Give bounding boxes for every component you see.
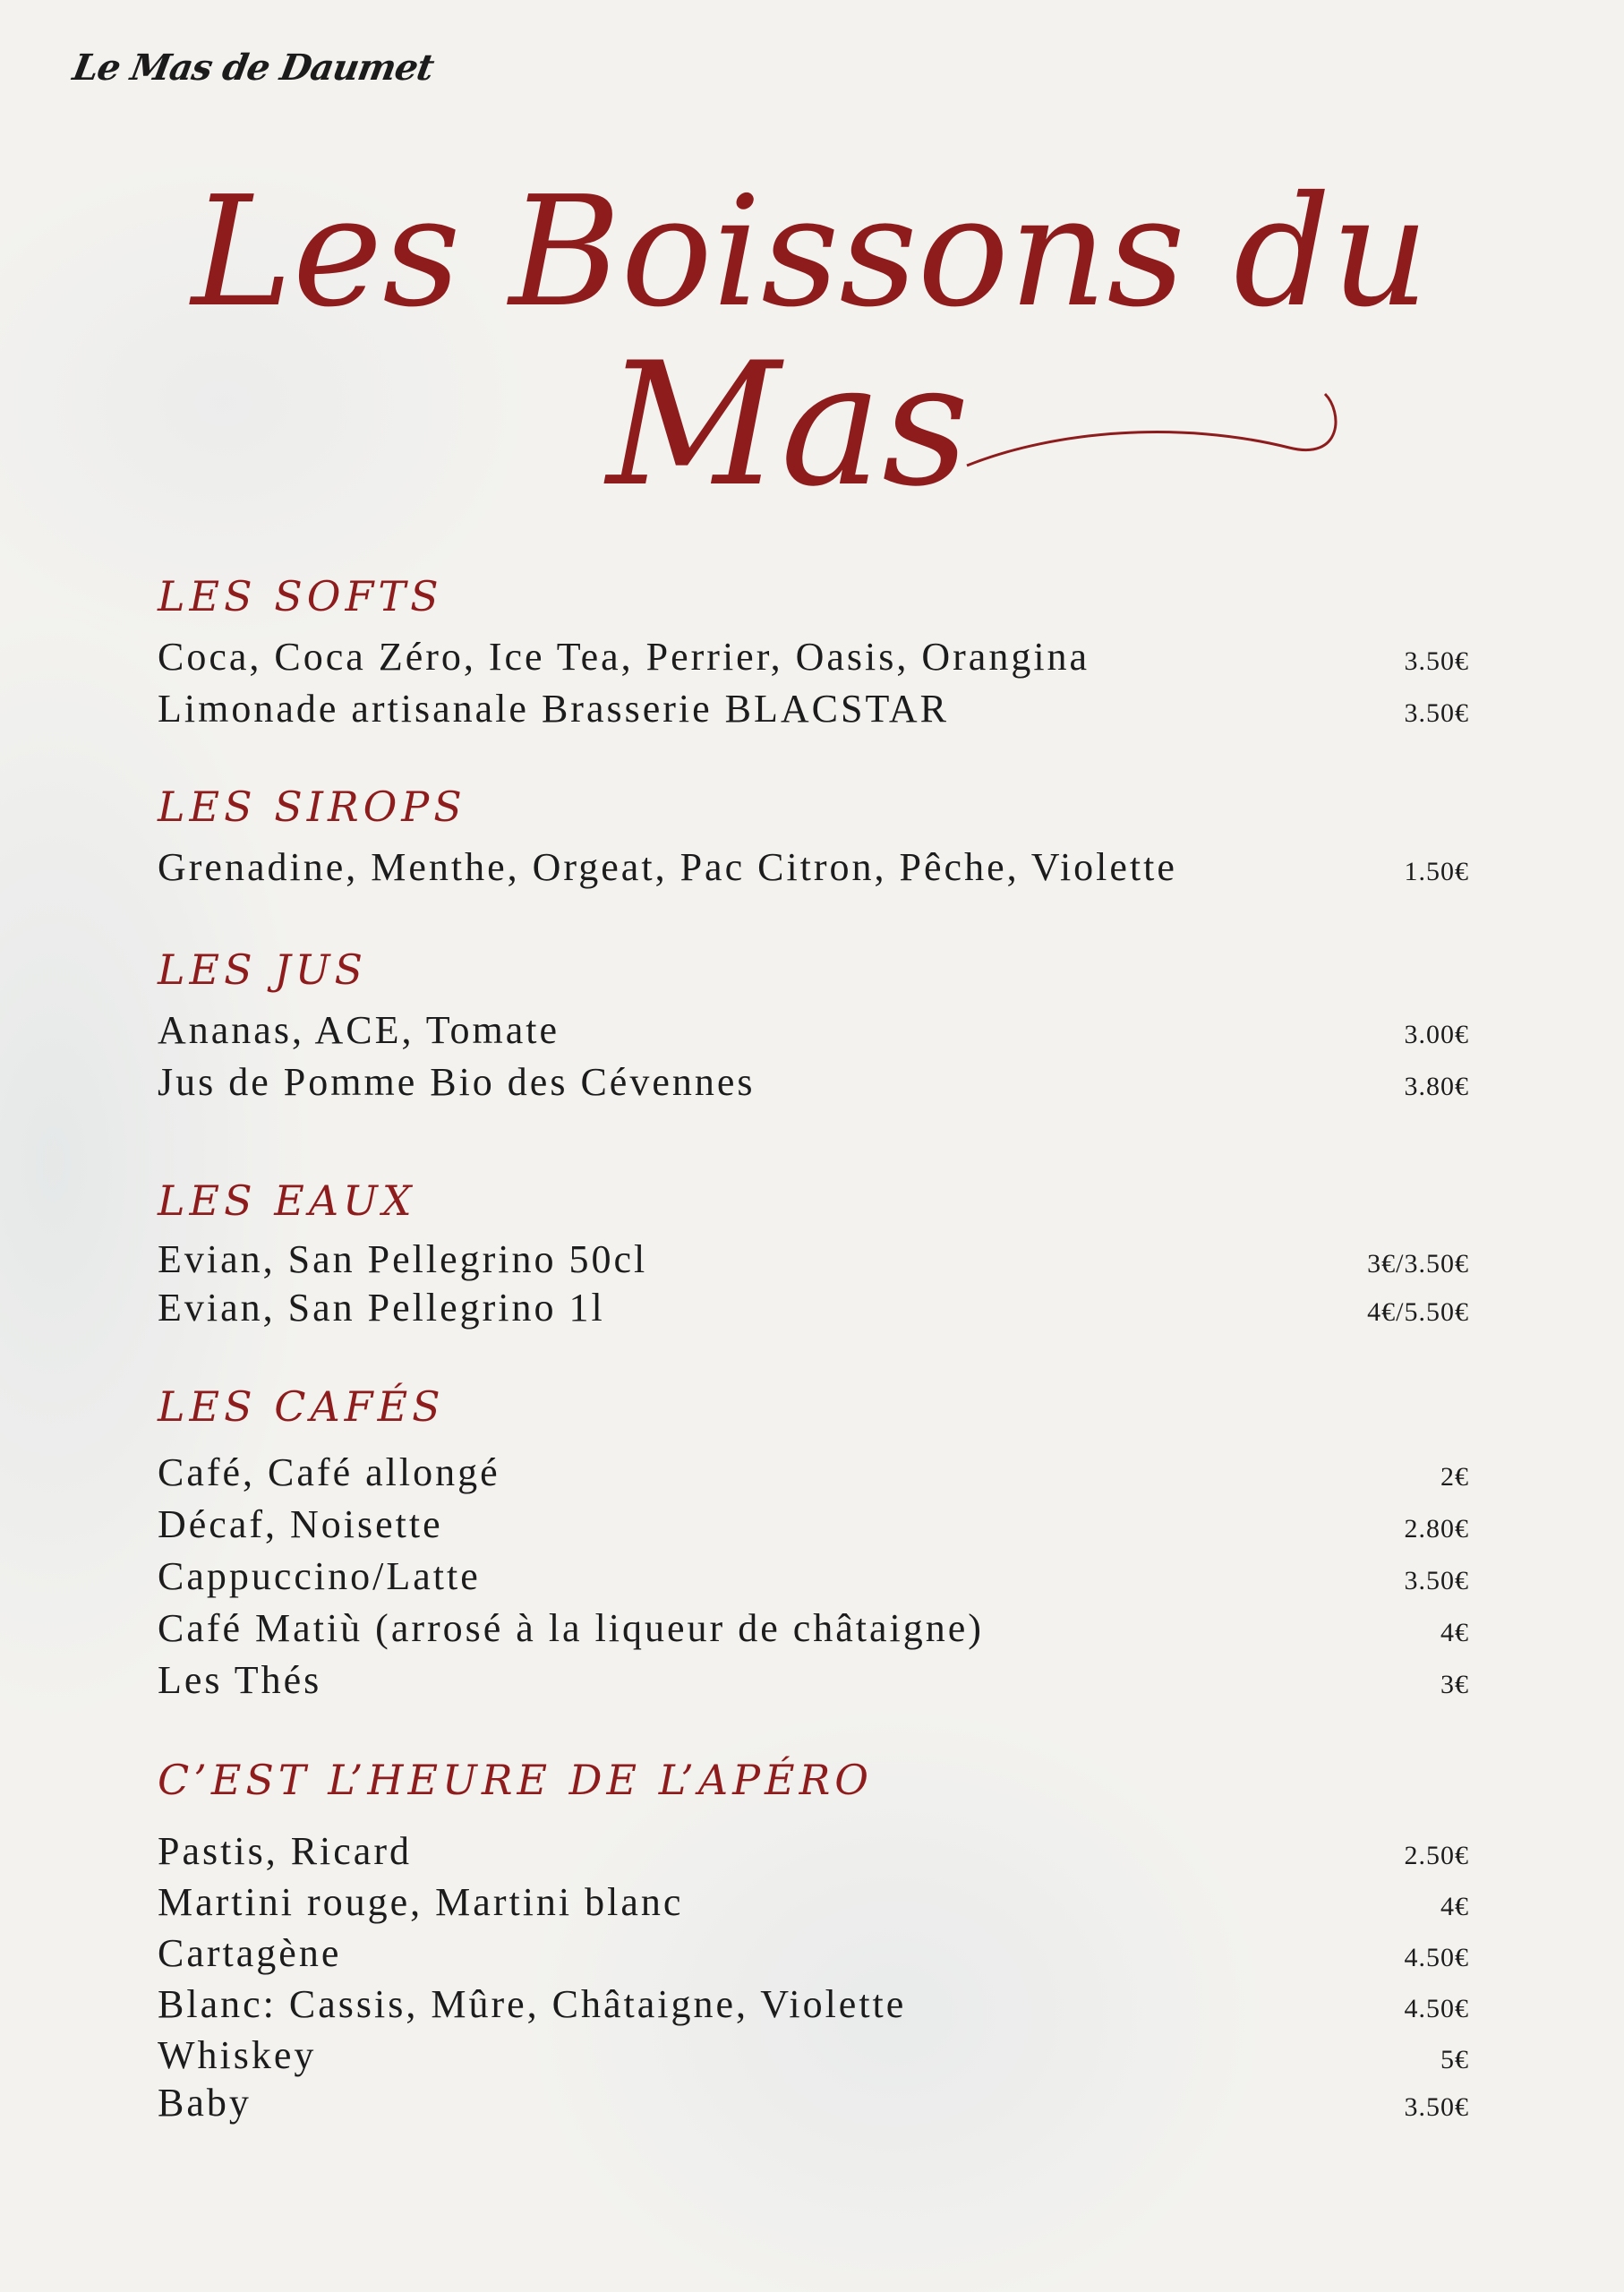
item-price: 4.50€	[1404, 1994, 1469, 2023]
menu-title-line2: Mas	[606, 326, 970, 524]
section-title: LES SOFTS	[158, 572, 443, 620]
menu-row	[158, 631, 1469, 683]
section-title: LES CAFÉS	[158, 1382, 445, 1431]
menu-row	[158, 1826, 1469, 1877]
menu-row	[158, 1928, 1469, 1979]
item-name: Evian, San Pellegrino 1l	[158, 1286, 605, 1330]
section-apero	[158, 1752, 1469, 2125]
item-price: 4.50€	[1404, 1943, 1469, 1972]
item-price: 1.50€	[1404, 857, 1469, 886]
item-price: 4€	[1440, 1618, 1469, 1647]
menu-row	[158, 1877, 1469, 1928]
item-price: 3.50€	[1404, 646, 1469, 676]
item-price: 5€	[1440, 2045, 1469, 2074]
menu-row	[158, 1284, 1469, 1332]
section-eaux	[158, 1173, 1469, 1332]
menu-row	[158, 1655, 1469, 1706]
item-price: 2.50€	[1404, 1841, 1469, 1870]
item-name: Whiskey	[158, 2033, 317, 2077]
item-name: Cappuccino/Latte	[158, 1554, 481, 1598]
section-title: LES JUS	[158, 945, 367, 994]
section-title: C’EST L’HEURE DE L’APÉRO	[158, 1756, 873, 1804]
menu-row	[158, 1236, 1469, 1284]
item-name: Baby	[158, 2081, 252, 2125]
menu-row	[158, 1551, 1469, 1603]
menu-row	[158, 842, 1469, 894]
section-title: LES EAUX	[158, 1176, 416, 1225]
item-price: 4€	[1440, 1892, 1469, 1921]
section-cafes	[158, 1379, 1469, 1706]
brand-logo: Le Mas de Daumet	[69, 47, 437, 89]
item-name: Ananas, ACE, Tomate	[158, 1008, 560, 1052]
item-price: 3.80€	[1404, 1072, 1469, 1101]
item-price: 3.50€	[1404, 2092, 1469, 2122]
item-price: 3.00€	[1404, 1020, 1469, 1049]
item-price: 3€/3.50€	[1367, 1249, 1469, 1279]
item-price: 4€/5.50€	[1367, 1297, 1469, 1327]
menu-row	[158, 1056, 1469, 1108]
menu-row	[158, 2030, 1469, 2081]
item-name: Jus de Pomme Bio des Cévennes	[158, 1060, 756, 1104]
item-name: Blanc: Cassis, Mûre, Châtaigne, Violette	[158, 1982, 907, 2026]
item-price: 3.50€	[1404, 1566, 1469, 1595]
item-name: Cartagène	[158, 1931, 342, 1975]
item-name: Pastis, Ricard	[158, 1829, 412, 1873]
section-sirops	[158, 779, 1469, 894]
item-name: Décaf, Noisette	[158, 1502, 443, 1546]
menu-row	[158, 1603, 1469, 1655]
title-flourish	[967, 394, 1336, 466]
item-name: Coca, Coca Zéro, Ice Tea, Perrier, Oasis, Orangina	[158, 635, 1090, 679]
menu-row	[158, 2081, 1469, 2125]
item-price: 3.50€	[1404, 698, 1469, 728]
section-softs	[158, 569, 1469, 735]
menu-row	[158, 1499, 1469, 1551]
item-name: Grenadine, Menthe, Orgeat, Pac Citron, Pêche, Violette	[158, 845, 1177, 889]
menu-title-svg	[0, 125, 1624, 546]
item-name: Martini rouge, Martini blanc	[158, 1880, 684, 1924]
item-name: Café Matiù (arrosé à la liqueur de châtaigne)	[158, 1606, 984, 1650]
item-price: 3€	[1440, 1670, 1469, 1699]
menu-row	[158, 683, 1469, 735]
item-name: Evian, San Pellegrino 50cl	[158, 1237, 648, 1281]
menu-title	[0, 125, 1624, 546]
menu-row	[158, 1005, 1469, 1056]
item-price: 2.80€	[1404, 1514, 1469, 1544]
item-name: Les Thés	[158, 1658, 322, 1702]
section-jus	[158, 942, 1469, 1108]
section-title: LES SIROPS	[158, 783, 466, 831]
menu-row	[158, 1979, 1469, 2030]
item-name: Café, Café allongé	[158, 1450, 500, 1494]
menu-row	[158, 1447, 1469, 1499]
menu-title-line1: Les Boissons du	[191, 164, 1430, 341]
item-name: Limonade artisanale Brasserie BLACSTAR	[158, 687, 949, 731]
item-price: 2€	[1440, 1462, 1469, 1492]
